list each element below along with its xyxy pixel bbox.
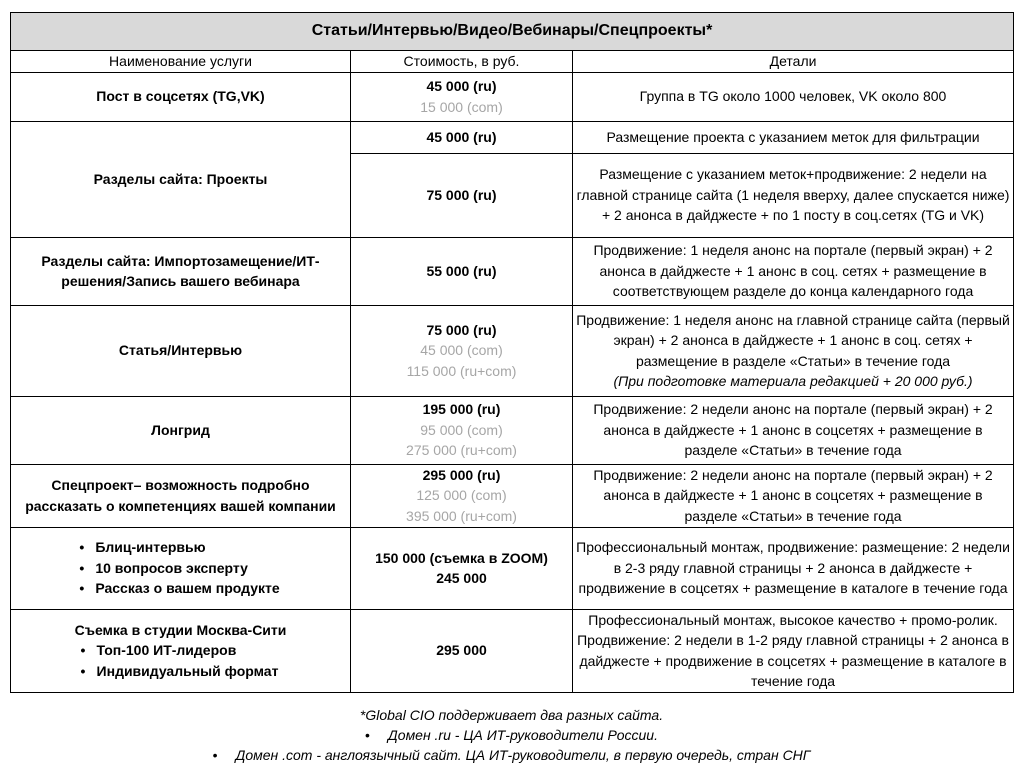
price-ru: 55 000 (ru) — [351, 237, 573, 305]
price-com: 45 000 (com) — [420, 342, 503, 359]
details-cell: Продвижение: 1 неделя анонс на портале (первый экран) + 2 анонса в дайджесте + 1 анонс в соц. сетях + размещение в соответствующем разделе до конца календарного года — [573, 237, 1014, 305]
footnote-note: *Global CIO поддерживает два разных сайта. — [359, 707, 664, 723]
service-name: Разделы сайта: Импортозамещение/ИТ-решения/Запись вашего вебинара — [11, 237, 351, 305]
column-header-service: Наименование услуги — [11, 51, 351, 73]
table-title: Статьи/Интервью/Видео/Вебинары/Спецпроекты* — [11, 13, 1014, 51]
details-cell: Профессиональный монтаж, высокое качество + промо-ролик. Продвижение: 2 недели в 1-2 ряду главной страницы + 2 анонса в дайджесте + продвижение в соцсетях + размещение в каталоге в течение года — [573, 609, 1014, 692]
service-name — [11, 609, 351, 692]
service-name: Спецпроект– возможность подробно рассказать о компетенциях вашей компании — [11, 464, 351, 527]
price-cell — [351, 527, 573, 609]
column-header-details: Детали — [573, 51, 1014, 73]
price-ru: 75 000 (ru) — [351, 153, 573, 237]
price-cell — [351, 72, 573, 121]
service-list — [83, 640, 279, 681]
details-cell: Размещение с указанием меток+продвижение: 2 недели на главной странице сайта (1 неделя вверху, далее спускается ниже) + 2 анонса в дайджесте + по 1 посту в соц.сетях (TG и VK) — [573, 153, 1014, 237]
price-ru: 295 000 — [351, 609, 573, 692]
price-ru: 75 000 (ru) — [426, 321, 497, 338]
table-row — [11, 396, 1014, 464]
price-ru: 295 000 (ru) — [422, 466, 501, 483]
service-name: Пост в соцсетях (TG,VK) — [11, 72, 351, 121]
details-cell — [573, 305, 1014, 396]
footnote-com — [0, 745, 1023, 765]
price-cell — [351, 396, 573, 464]
price-ru: 195 000 (ru) — [422, 401, 501, 418]
price-zoom: 150 000 (съемка в ZOOM) — [375, 549, 548, 566]
price-com: 125 000 (com) — [416, 487, 507, 504]
service-name — [11, 527, 351, 609]
table-row — [11, 72, 1014, 121]
footnote-ru-text: Домен .ru - ЦА ИТ-руководители России. — [387, 727, 658, 743]
details-cell: Продвижение: 2 недели анонс на портале (первый экран) + 2 анонса в дайджесте + 1 анонс в соцсетях + размещение в разделе «Статьи» в течение года — [573, 396, 1014, 464]
price-studio: 245 000 — [436, 570, 487, 586]
details-cell: Профессиональный монтаж, продвижение: размещение: 2 недели в 2-3 ряду главной страницы + 2 анонса в дайджесте + продвижение в соцсетях + размещение в каталоге в течение года — [573, 527, 1014, 609]
details-cell: Продвижение: 2 недели анонс на портале (первый экран) + 2 анонса в дайджесте + 1 анонс в соцсетях + размещение в разделе «Статьи» в течение года — [573, 464, 1014, 527]
service-name: Лонгрид — [11, 396, 351, 464]
price-ru-com: 275 000 (ru+com) — [406, 442, 517, 459]
list-item: • Топ-100 ИТ-лидеров — [83, 640, 279, 661]
service-name: Статья/Интервью — [11, 305, 351, 396]
table-row — [11, 527, 1014, 609]
service-name: Разделы сайта: Проекты — [11, 121, 351, 237]
price-table — [10, 12, 1014, 693]
price-ru-com: 395 000 (ru+com) — [406, 507, 517, 524]
table-row — [11, 609, 1014, 692]
price-com: 95 000 (com) — [420, 421, 503, 438]
details-cell: Группа в TG около 1000 человек, VK около 800 — [573, 72, 1014, 121]
price-ru: 45 000 (ru) — [351, 121, 573, 153]
details-note: (При подготовке материала редакцией + 20 000 руб.) — [613, 373, 973, 389]
price-ru-com: 115 000 (ru+com) — [406, 362, 517, 379]
service-list — [81, 537, 279, 599]
table-row — [11, 464, 1014, 527]
price-cell — [351, 305, 573, 396]
list-item: • Блиц-интервью — [81, 537, 279, 558]
price-com: 15 000 (com) — [420, 98, 503, 115]
table-row — [11, 121, 1014, 153]
header-row — [11, 51, 1014, 73]
price-ru: 45 000 (ru) — [426, 78, 497, 94]
table-row — [11, 237, 1014, 305]
service-title: Съемка в студии Москва-Сити — [74, 621, 287, 638]
table-row — [11, 305, 1014, 396]
table-title-row — [11, 13, 1014, 51]
details-text: Продвижение: 1 неделя анонс на главной странице сайта (первый экран) + 2 анонса в дайджесте + 1 анонс в соц. сетях + размещение в разделе «Статьи» в течение года — [576, 311, 1010, 369]
list-item: • Индивидуальный формат — [83, 661, 279, 682]
list-item: • 10 вопросов эксперту — [81, 558, 279, 579]
footnote-com-text: Домен .com - англоязычный сайт. ЦА ИТ-руководители, в первую очередь, стран СНГ — [235, 747, 811, 763]
price-cell — [351, 464, 573, 527]
footnote-ru — [0, 725, 1023, 745]
column-header-price: Стоимость, в руб. — [351, 51, 573, 73]
footnote — [0, 705, 1023, 765]
list-item: • Рассказ о вашем продукте — [81, 578, 279, 599]
details-cell: Размещение проекта с указанием меток для фильтрации — [573, 121, 1014, 153]
